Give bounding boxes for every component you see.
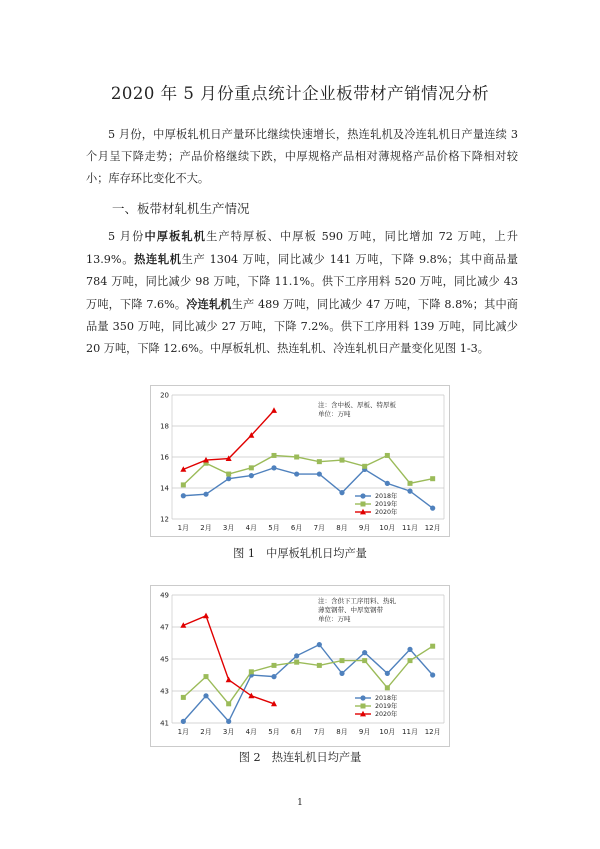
data-point — [408, 481, 413, 486]
legend-label: 2020年 — [375, 711, 398, 719]
data-point — [339, 671, 344, 676]
body-text: 生产 489 万吨，同比减少 47 万吨，下降 8.8%；其中商品量 350 万吨，同比减少 27 万吨，下降 7.2%。供下工序用料 139 万吨，同比减少 20 万吨，下降 12.6%。中厚板轧机、热连轧机、冷连轧机日产量变化见图 1-3。 — [86, 298, 518, 355]
data-point — [317, 642, 322, 647]
chart-svg — [150, 385, 450, 537]
data-point — [317, 459, 322, 464]
x-tick-label: 9月 — [358, 524, 371, 532]
legend-label: 2019年 — [375, 501, 398, 509]
x-tick-label: 12月 — [424, 524, 441, 532]
data-point — [430, 644, 435, 649]
data-point — [226, 701, 231, 706]
chart-note: 单位：万吨 — [318, 410, 351, 418]
page-title: 2020 年 5 月份重点统计企业板带材产销情况分析 — [110, 84, 490, 103]
series-line-2020年 — [183, 616, 274, 704]
section-heading: 一、板带材轧机生产情况 — [112, 201, 250, 216]
data-point — [362, 464, 367, 469]
data-point — [226, 677, 232, 683]
intro-paragraph: 5 月份，中厚板轧机日产量环比继续快速增长，热连轧机及冷连轧机日产量连续 3 个月呈下降走势；产品价格继续下跌，中厚规格产品相对薄规格产品价格下降相对较小；库存环比变化不大。 — [86, 128, 518, 185]
body-text: 5 月份 — [108, 230, 145, 243]
page-number: 1 — [297, 798, 303, 808]
x-tick-label: 10月 — [379, 728, 396, 736]
chart-frame — [151, 386, 450, 537]
legend-label: 2018年 — [375, 695, 398, 703]
data-point — [430, 506, 435, 511]
x-tick-label: 2月 — [200, 524, 212, 532]
x-tick-label: 1月 — [177, 524, 190, 532]
y-tick-label: 43 — [160, 687, 169, 696]
data-point — [385, 671, 390, 676]
series-line-2019年 — [183, 455, 432, 484]
data-point — [294, 455, 299, 460]
data-point — [407, 489, 412, 494]
data-point — [362, 650, 367, 655]
legend-label: 2019年 — [375, 703, 398, 711]
data-point — [362, 658, 367, 663]
data-point — [226, 472, 231, 477]
data-point — [271, 407, 277, 413]
legend-label: 2020年 — [375, 509, 398, 517]
data-point — [294, 653, 299, 658]
data-point — [271, 674, 276, 679]
x-tick-label: 12月 — [424, 728, 441, 736]
data-point — [204, 674, 209, 679]
y-tick-label: 47 — [160, 623, 169, 632]
data-point — [340, 658, 345, 663]
x-tick-label: 5月 — [268, 524, 280, 532]
data-point — [181, 482, 186, 487]
legend-marker — [361, 502, 366, 507]
data-point — [272, 453, 277, 458]
data-point — [385, 481, 390, 486]
data-point — [249, 473, 254, 478]
x-tick-label: 8月 — [336, 524, 348, 532]
x-tick-label: 7月 — [313, 524, 326, 532]
data-point — [203, 693, 208, 698]
data-point — [203, 492, 208, 497]
y-tick-label: 14 — [160, 484, 169, 493]
x-tick-label: 10月 — [379, 524, 396, 532]
data-point — [339, 490, 344, 495]
chart-medium-plate — [150, 385, 450, 537]
x-tick-label: 3月 — [222, 728, 235, 736]
legend-marker — [361, 704, 366, 709]
legend-marker — [360, 695, 365, 700]
data-point — [249, 465, 254, 470]
data-point — [430, 672, 435, 677]
data-point — [430, 476, 435, 481]
data-point — [385, 453, 390, 458]
y-tick-label: 16 — [160, 453, 169, 462]
data-point — [317, 663, 322, 668]
x-tick-label: 3月 — [222, 524, 235, 532]
x-tick-label: 1月 — [177, 728, 190, 736]
chart-note: 单位：万吨 — [318, 615, 351, 623]
data-point — [317, 471, 322, 476]
x-tick-label: 8月 — [336, 728, 348, 736]
chart-hot-strip — [150, 585, 450, 747]
data-point — [271, 465, 276, 470]
body-paragraph — [86, 225, 518, 360]
data-point — [181, 695, 186, 700]
x-tick-label: 6月 — [290, 728, 303, 736]
y-tick-label: 20 — [160, 391, 169, 400]
x-tick-label: 2月 — [200, 728, 212, 736]
data-point — [226, 719, 231, 724]
body-text: 生产特厚板、中厚板 590 万吨，同比增加 72 万吨，上升 13.9%。 — [86, 230, 518, 266]
chart-note: 薄宽钢带、中厚宽钢带 — [318, 606, 383, 614]
y-tick-label: 45 — [160, 655, 169, 664]
y-tick-label: 49 — [160, 591, 169, 600]
chart-note: 注：含中板、厚板、特厚板 — [318, 401, 396, 409]
figure-caption: 图 2 热连轧机日均产量 — [238, 751, 362, 764]
x-tick-label: 4月 — [245, 728, 258, 736]
x-tick-label: 4月 — [245, 524, 258, 532]
x-tick-label: 11月 — [402, 728, 418, 736]
x-tick-label: 11月 — [402, 524, 418, 532]
data-point — [203, 613, 209, 619]
data-point — [249, 669, 254, 674]
x-tick-label: 9月 — [358, 728, 371, 736]
data-point — [181, 719, 186, 724]
legend-marker — [360, 493, 365, 498]
data-point — [181, 493, 186, 498]
data-point — [248, 693, 254, 699]
legend-label: 2018年 — [375, 493, 398, 501]
figure-caption: 图 1 中厚板轧机日均产量 — [233, 547, 367, 560]
y-tick-label: 41 — [160, 719, 169, 728]
data-point — [407, 647, 412, 652]
data-point — [340, 458, 345, 463]
y-tick-label: 12 — [160, 515, 169, 524]
data-point — [385, 685, 390, 690]
x-tick-label: 5月 — [268, 728, 280, 736]
x-tick-label: 7月 — [313, 728, 326, 736]
bold-term: 冷连轧机 — [186, 297, 232, 311]
data-point — [272, 663, 277, 668]
x-tick-label: 6月 — [290, 524, 303, 532]
data-point — [408, 658, 413, 663]
bold-term: 热连轧机 — [134, 252, 182, 266]
data-point — [294, 660, 299, 665]
chart-note: 注：含供下工序用料、热轧 — [318, 597, 396, 605]
y-tick-label: 18 — [160, 422, 169, 431]
body-text: 生产 1304 万吨，同比减少 141 万吨，下降 9.8%；其中商品量 784 万吨，同比减少 98 万吨，下降 11.1%。供下工序用料 520 万吨，同比减少 43 万吨，下降 7.6%。 — [86, 253, 518, 311]
bold-term: 中厚板轧机 — [144, 229, 207, 243]
data-point — [226, 476, 231, 481]
data-point — [294, 471, 299, 476]
chart-svg — [150, 585, 450, 747]
